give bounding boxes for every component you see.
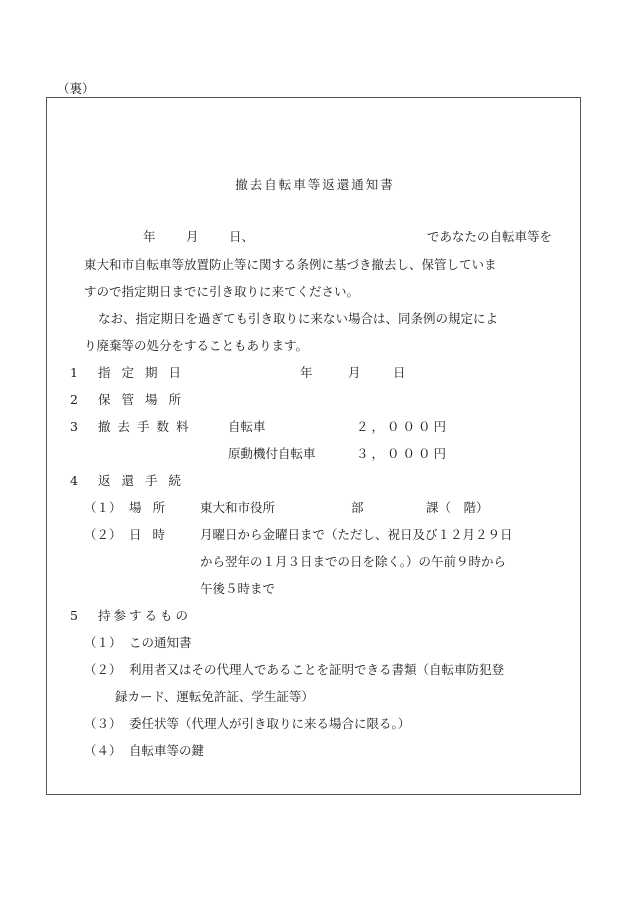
item1-month: 月: [348, 365, 361, 380]
intro-line5: り廃棄等の処分をすることもあります。: [84, 338, 309, 353]
intro-line1-end: であなたの自転車等を: [427, 229, 553, 244]
item5-sub2-number: （２）: [84, 662, 122, 677]
item3-moped: 原動機付自転車: [228, 446, 316, 461]
item2-label: 保管場所: [98, 392, 193, 407]
item4-section-floor: 課（ 階）: [426, 500, 489, 515]
item4-sub2-label: 日時: [129, 527, 177, 542]
item2-number: 2: [70, 392, 78, 407]
item4-label: 返還手続: [98, 473, 193, 488]
item1-year: 年: [300, 365, 313, 380]
item5-sub4-number: （４）: [84, 743, 122, 758]
item5-sub1-number: （１）: [84, 635, 122, 650]
item4-sub2-number: （２）: [84, 527, 122, 542]
item5-sub4: 自転車等の鍵: [129, 743, 205, 758]
item3-bicycle-fee: ２，０００円: [356, 419, 450, 434]
item5-sub3-number: （３）: [84, 716, 122, 731]
item4-sub1-number: （１）: [84, 500, 122, 515]
intro-year: 年: [143, 229, 156, 244]
item5-label: 持参するもの: [98, 608, 192, 623]
item4-place: 東大和市役所: [200, 500, 276, 515]
page-side-label: （裏）: [57, 81, 95, 96]
item5-number: 5: [70, 608, 78, 623]
item4-hours-line3: 午後５時まで: [200, 581, 276, 596]
item1-day: 日: [393, 365, 406, 380]
item3-number: 3: [70, 419, 78, 434]
item5-sub3: 委任状等（代理人が引き取りに来る場合に限る。）: [129, 716, 411, 731]
intro-day: 日、: [229, 229, 255, 244]
item5-sub2-line1: 利用者又はその代理人であることを証明できる書類（自転車防犯登: [129, 662, 505, 677]
item1-number: 1: [70, 365, 78, 380]
item1-label: 指定期日: [98, 365, 193, 380]
intro-line4: なお、指定期日を過ぎても引き取りに来ない場合は、同条例の規定によ: [98, 311, 499, 326]
item3-moped-fee: ３，０００円: [356, 446, 450, 461]
item4-hours-line2: から翌年の１月３日までの日を除く。）の午前９時から: [200, 554, 507, 569]
item4-sub1-label: 場所: [129, 500, 177, 515]
item5-sub1: この通知書: [129, 635, 192, 650]
item3-bicycle: 自転車: [228, 419, 266, 434]
intro-line2: 東大和市自転車等放置防止等に関する条例に基づき撤去し、保管していま: [84, 257, 497, 272]
item4-number: 4: [70, 473, 78, 488]
intro-line3: すので指定期日までに引き取りに来てください。: [84, 284, 360, 299]
item5-sub2-line2: 録カード、運転免許証、学生証等）: [115, 689, 314, 704]
item3-label: 撤去手数料: [98, 419, 196, 434]
item4-department: 部: [351, 500, 364, 515]
item4-hours-line1: 月曜日から金曜日まで（ただし、祝日及び１２月２９日: [200, 527, 513, 542]
intro-month: 月: [186, 229, 199, 244]
document-title: 撤去自転車等返還通知書: [235, 177, 395, 192]
